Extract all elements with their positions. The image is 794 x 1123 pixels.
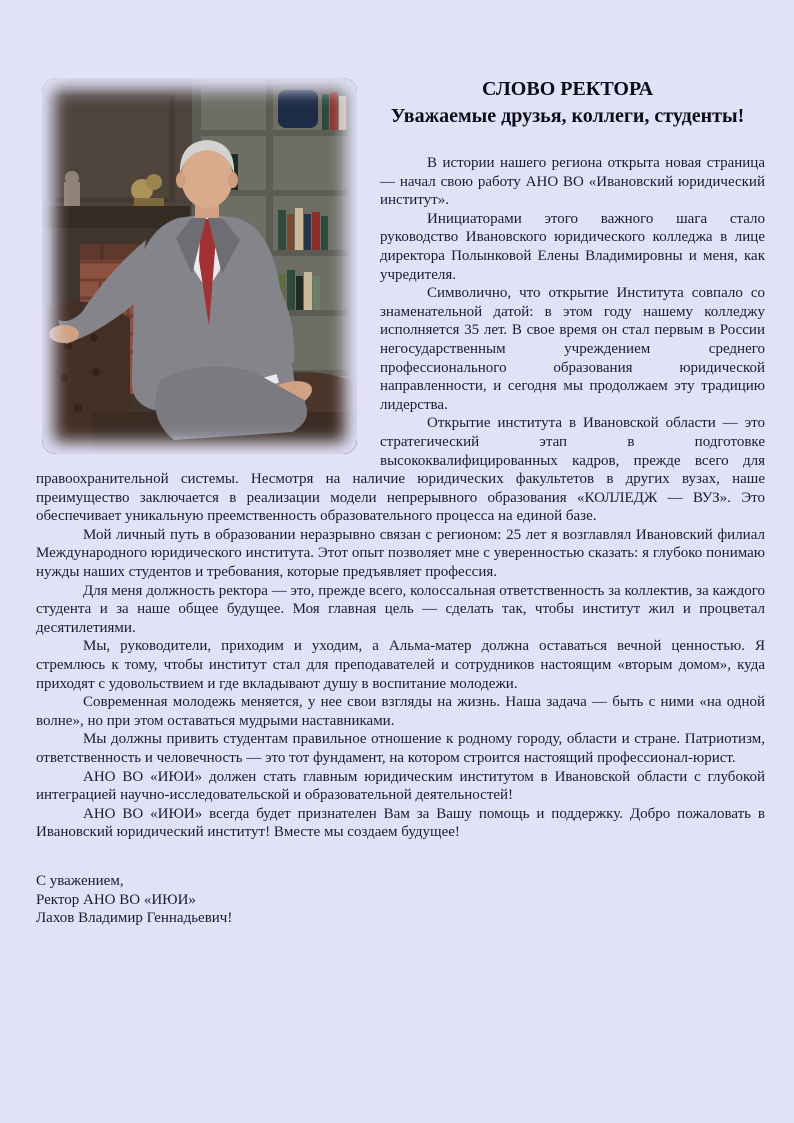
body-paragraph-10: АНО ВО «ИЮИ» должен стать главным юридическим институтом в Ивановской области с глубокой интеграцией научно-исследовательской и образовательной деятельностей!: [36, 768, 765, 804]
body-paragraph-5: Мой личный путь в образовании неразрывно связан с регионом: 25 лет я возглавлял Ивановский филиал Международного юридического института. Этот опыт позволяет мне с уверенностью сказать: я глубоко понимаю нужды наших студентов и требования, которые предъявляет профессия.: [36, 526, 765, 581]
body-paragraph-7: Мы, руководители, приходим и уходим, а Альма-матер должна оставаться вечной ценностью. Я стремлюсь к тому, чтобы институт стал для преподавателей и сотрудников настоящим «вторым домом», куда приходят с удовольствием и где вкладывают душу в воспитание молодежи.: [36, 638, 765, 692]
body-paragraph-3: Символично, что открытие Института совпало со знаменательной датой: в этом году нашему колледжу исполняется 35 лет. В свое время он стал первым в России негосударственным учреждением среднего профессионального образования юридической направленности, и сегодня мы продолжаем эту традицию лидерства.: [380, 285, 765, 413]
body-paragraph-2: Инициаторами этого важного шага стало руководство Ивановского юридического колледжа в лице директора Полынковой Елены Владимировны и меня, как учредителя.: [380, 210, 765, 283]
body-paragraph-1: В истории нашего региона открыта новая страница — начал свою работу АНО ВО «Ивановский юридический институт».: [380, 155, 765, 209]
page-subtitle: Уважаемые друзья, коллеги, студенты!: [390, 105, 745, 127]
body-paragraph-9: Мы должны привить студентам правильное отношение к родному городу, области и стране. Патриотизм, ответственность и человечность — это тот фундамент, на котором строится настоящий профессионал-юрист.: [36, 731, 765, 766]
rector-portrait-illustration: [42, 78, 357, 454]
body-paragraph-8: Современная молодежь меняется, у нее свои взгляды на жизнь. Наша задача — быть с ними «на одной волне», но при этом оставаться мудрыми наставниками.: [36, 694, 765, 729]
rector-portrait-photo: [42, 78, 357, 454]
body-paragraph-4: Открытие института в Ивановской области — это стратегический этап в подготовке высококвалифицированных кадров, прежде всего для правоохранительной системы. Несмотря на наличие юридических факультетов в других вузах, наше преимущество заключается в реализации модели непрерывного образования «КОЛЛЕДЖ — ВУЗ». Это обеспечивает уникальную преемственность образовательного процесса на единой базе.: [36, 415, 765, 525]
page-title: СЛОВО РЕКТОРА: [481, 78, 654, 100]
signature-line-position: Ректор АНО ВО «ИЮИ»: [36, 891, 196, 908]
body-paragraph-6: Для меня должность ректора — это, прежде всего, колоссальная ответственность за коллектив, за каждого студента и за наше общее будущее. Моя главная цель — сделать так, чтобы институт жил и процветал десятилетиями.: [36, 582, 765, 636]
signature-block: [36, 872, 765, 928]
signature-line-regards: С уважением,: [36, 872, 124, 889]
signature-line-name: Лахов Владимир Геннадьевич!: [36, 910, 233, 927]
body-paragraph-11: АНО ВО «ИЮИ» всегда будет признателен Вам за Вашу помощь и поддержку. Добро пожаловать в Ивановский юридический институт! Вместе мы создаем будущее!: [36, 805, 765, 841]
